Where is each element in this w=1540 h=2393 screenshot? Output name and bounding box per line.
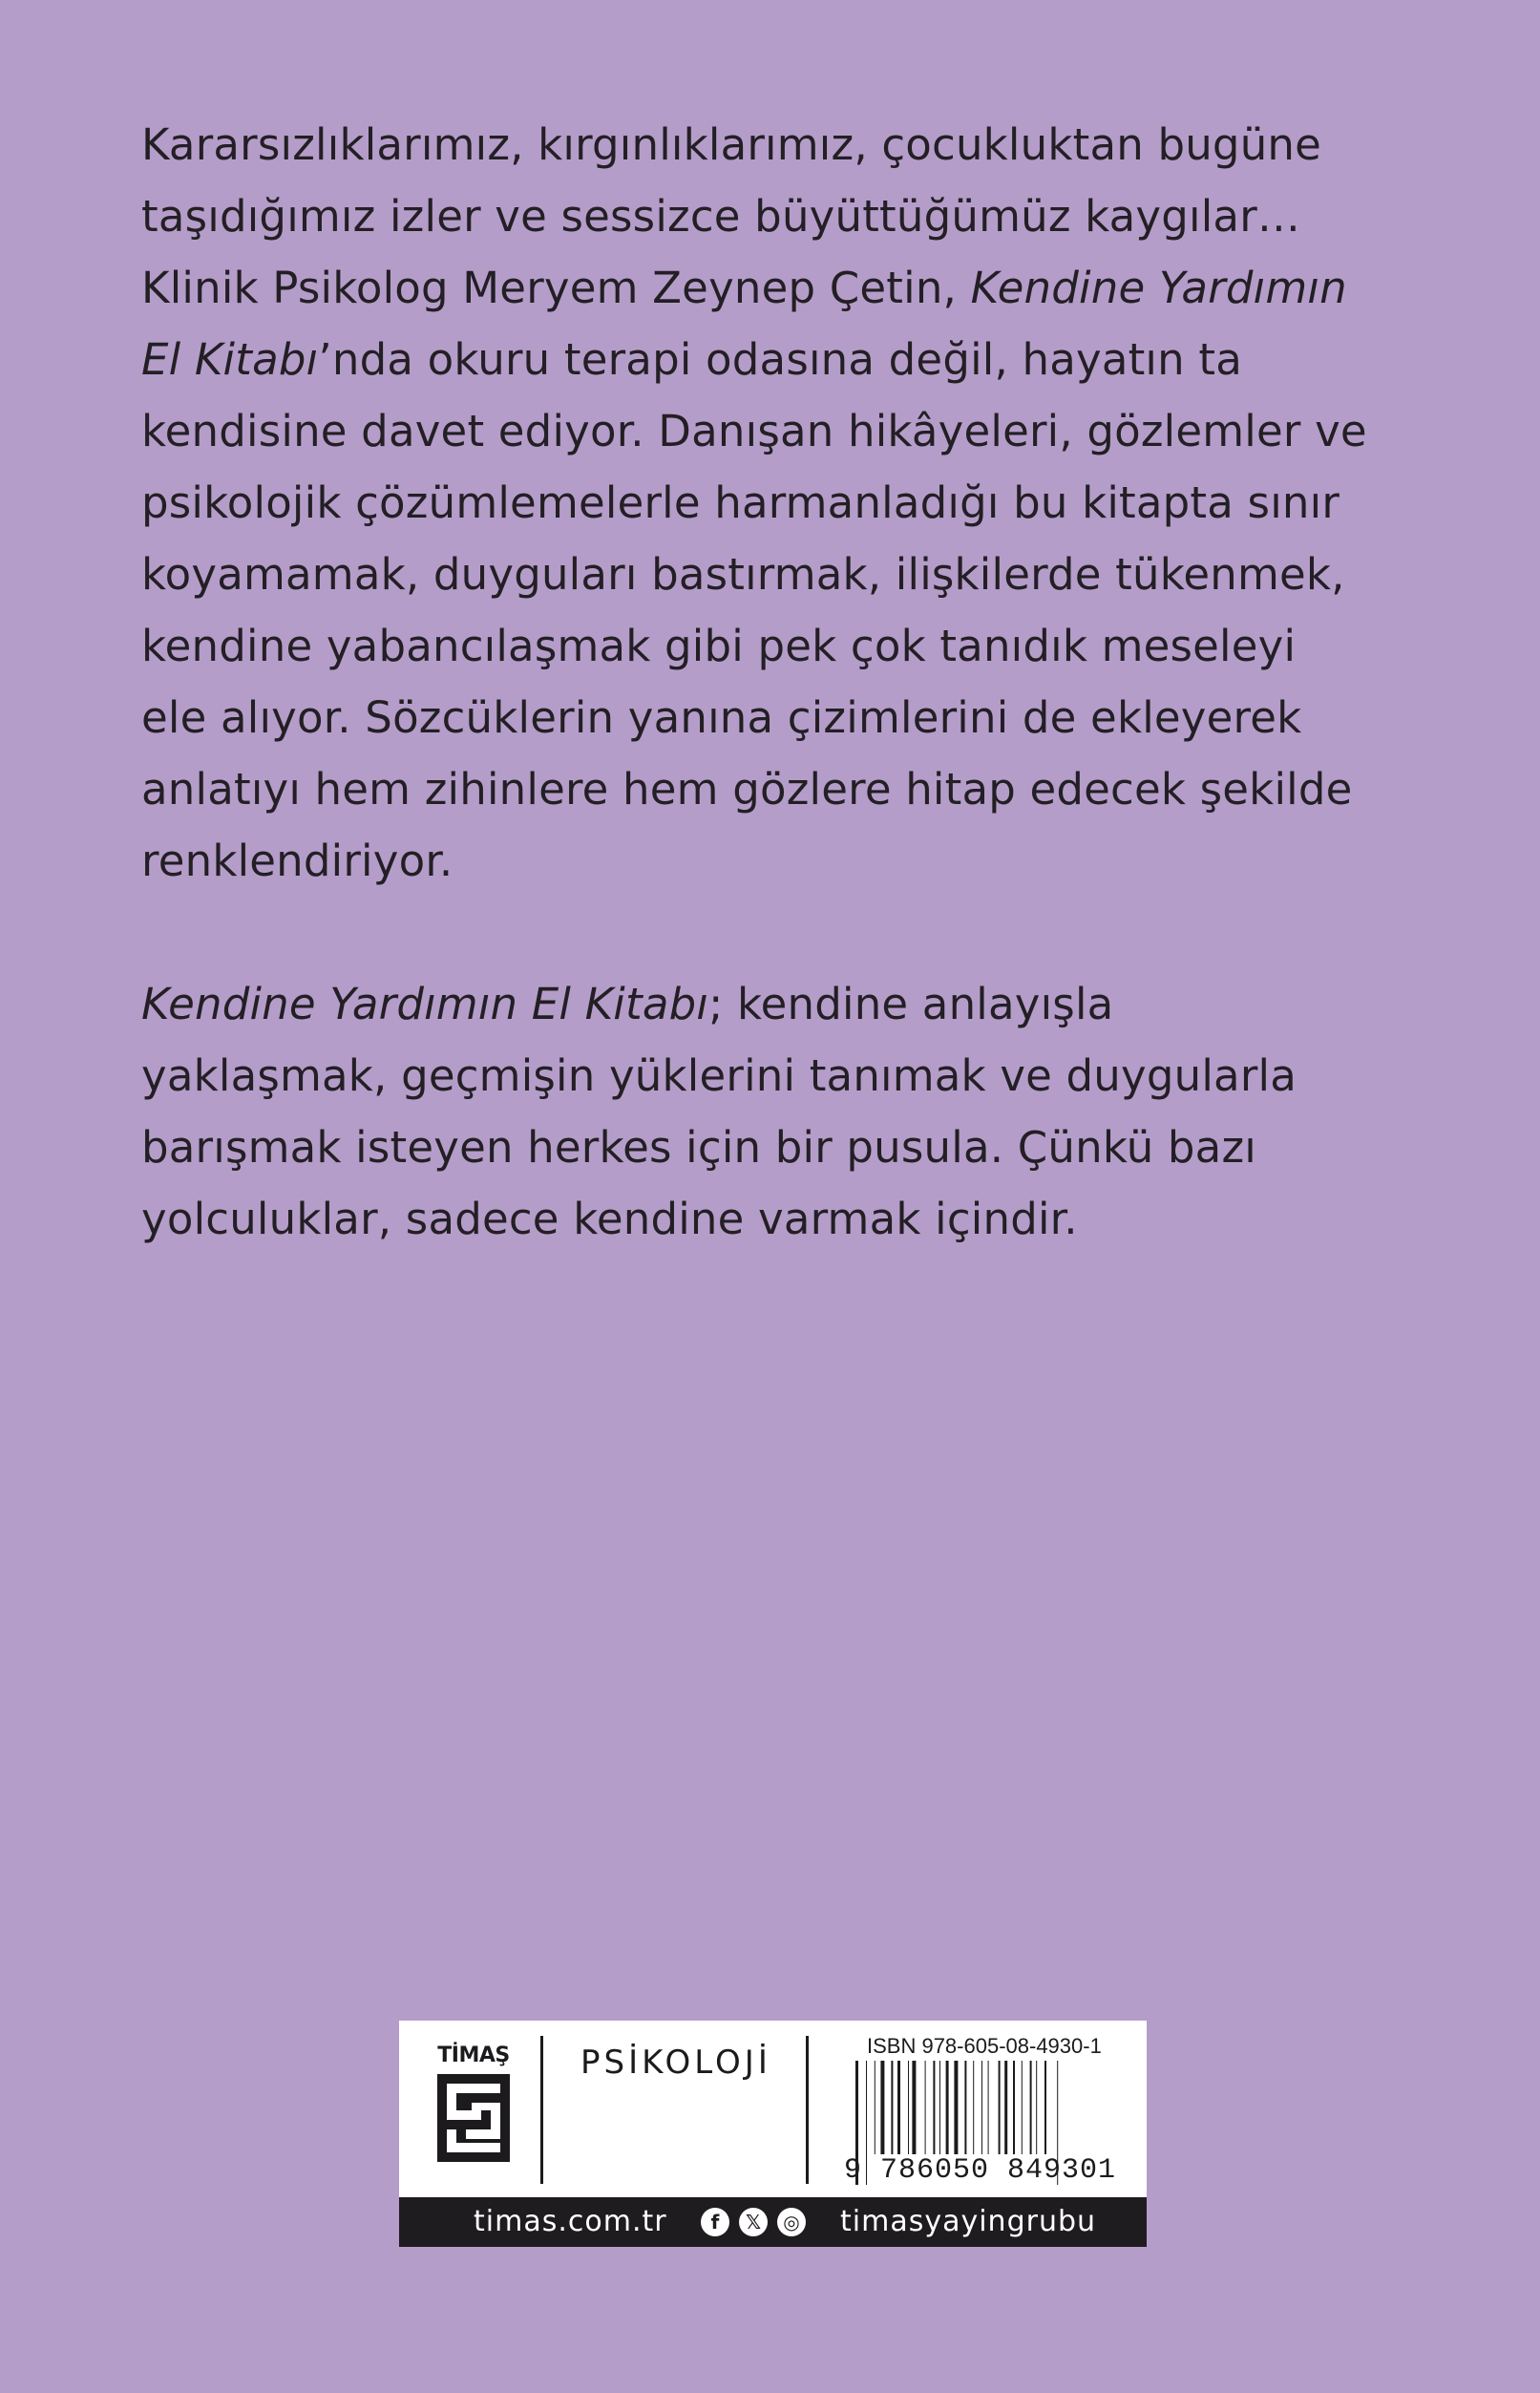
blurb-line — [141, 968, 1421, 1040]
barcode-digits: 9 786050 849301 — [844, 2154, 1117, 2187]
x-icon: 𝕏 — [739, 2208, 768, 2236]
blurb-line: kendine yabancılaşmak gibi pek çok tanıdık meseleyi — [141, 621, 1297, 671]
publisher-panel — [399, 2021, 1147, 2247]
publisher-panel-top — [399, 2021, 1147, 2197]
author-text: Klinik Psikolog Meryem Zeynep Çetin, — [141, 263, 971, 313]
book-title-italic: Kendine Yardımın El Kitabı — [141, 979, 709, 1029]
blurb-text: ’nda okuru terapi odasına değil, hayatın ta — [318, 334, 1242, 385]
blurb-line: barışmak isteyen herkes için bir pusula. Çünkü bazı — [141, 1122, 1256, 1173]
blurb-line: yaklaşmak, geçmişin yüklerini tanımak ve duygularla — [141, 1050, 1297, 1101]
book-title-italic: Kendine Yardımın — [970, 263, 1347, 313]
blurb-text: ; kendine anlayışla — [708, 979, 1114, 1029]
panel-divider — [806, 2036, 809, 2184]
isbn-number: ISBN 978-605-08-4930-1 — [867, 2034, 1102, 2058]
blurb-line — [141, 252, 1421, 324]
blurb-line: ele alıyor. Sözcüklerin yanına çizimlerini de ekleyerek — [141, 692, 1302, 743]
blurb-line: renklendiriyor. — [141, 836, 454, 886]
publisher-info-bar — [399, 2197, 1147, 2247]
book-title-italic: El Kitabı — [141, 334, 319, 385]
social-handle: timasyayingrubu — [840, 2205, 1097, 2238]
publisher-logo-mark-icon — [433, 2044, 514, 2166]
blurb-paragraph-1 — [141, 109, 1421, 897]
website-link: timas.com.tr — [474, 2205, 667, 2238]
panel-divider — [540, 2036, 543, 2184]
blurb-line — [141, 324, 1421, 395]
publisher-logo-wordmark: TİMAŞ — [437, 2044, 510, 2067]
blurb-paragraph-2 — [141, 968, 1421, 1255]
blurb-line: yolculuklar, sadece kendine varmak içindir. — [141, 1194, 1078, 1244]
publisher-logo — [433, 2044, 514, 2166]
blurb-line: psikolojik çözümlemelerle harmanladığı bu kitapta sınır — [141, 477, 1340, 528]
blurb-line: taşıdığımız izler ve sessizce büyüttüğümüz kaygılar… — [141, 191, 1301, 242]
blurb-line: koyamamak, duyguları bastırmak, ilişkilerde tükenmek, — [141, 549, 1345, 600]
facebook-icon: f — [701, 2208, 729, 2236]
book-category: PSİKOLOJİ — [580, 2044, 771, 2082]
instagram-icon: ◎ — [777, 2208, 806, 2236]
blurb-line: Kararsızlıklarımız, kırgınlıklarımız, çocukluktan bugüne — [141, 119, 1322, 170]
blurb-line: anlatıyı hem zihinlere hem gözlere hitap edecek şekilde — [141, 764, 1353, 815]
blurb-line: kendisine davet ediyor. Danışan hikâyeleri, gözlemler ve — [141, 406, 1367, 456]
